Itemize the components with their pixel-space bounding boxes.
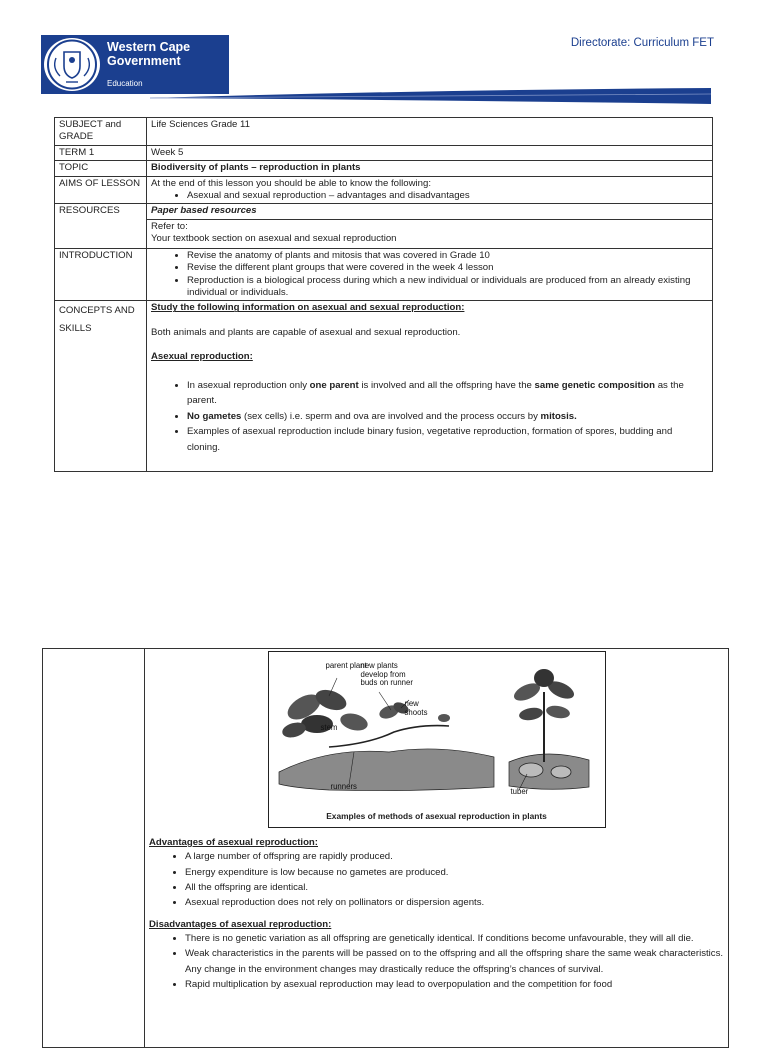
- topic-label: TOPIC: [55, 161, 147, 176]
- label-new-plants: new plants develop from buds on runner: [360, 661, 413, 688]
- topic-text: Biodiversity of plants – reproduction in plants: [151, 162, 361, 174]
- row-resources: [55, 204, 713, 219]
- bold-span: same genetic composition: [534, 379, 656, 391]
- row-term: [55, 145, 713, 160]
- disadvantages-list: [149, 931, 724, 992]
- asexual-list: [151, 378, 708, 456]
- asexual-heading: [151, 351, 708, 363]
- list-item: • Asexual and sexual reproduction – advantages and disadvantages: [187, 190, 708, 202]
- bold-span: one parent: [309, 379, 359, 391]
- bold-span: No gametes: [187, 410, 242, 422]
- list-item: • All the offspring are identical.: [185, 880, 724, 895]
- asexual-figure: [268, 651, 606, 828]
- advantages-list: [149, 849, 724, 910]
- concepts-label: CONCEPTS AND SKILLS: [55, 301, 147, 472]
- aims-value: [147, 176, 713, 204]
- concepts-value: [147, 301, 713, 472]
- aims-list: [151, 190, 708, 202]
- logo-line-1: Western Cape: [107, 40, 191, 54]
- disadvantages-heading-text: Disadvantages of asexual reproduction:: [149, 918, 332, 930]
- advantages-heading: [149, 837, 724, 849]
- logo-line-2: Government: [107, 54, 181, 68]
- list-item: • Reproduction is a biological process during which a new individual or individuals are produced from an already existing individual or individuals.: [187, 275, 708, 300]
- list-item: • Rapid multiplication by asexual reproduction may lead to overpopulation and the competition for food: [185, 977, 724, 992]
- resources-value: [147, 204, 713, 219]
- label-new-shoots: new shoots: [404, 699, 428, 717]
- label-parent-plant: parent plant: [325, 661, 367, 670]
- list-item: • Asexual reproduction does not rely on pollinators or dispersion agents.: [185, 895, 724, 910]
- disadvantages-heading: [149, 919, 724, 931]
- aims-label: AIMS OF LESSON: [55, 176, 147, 204]
- empty-label-cell: [43, 649, 145, 1048]
- refer-detail: Your textbook section on asexual and sexual reproduction: [151, 233, 397, 245]
- text-span: (sex cells) i.e. sperm and ova are involved and the process occurs by: [241, 410, 541, 422]
- term-label: TERM 1: [55, 145, 147, 160]
- row-concepts: [55, 301, 713, 472]
- list-item: • Examples of asexual reproduction include binary fusion, vegetative reproduction, formation of spores, budding and cloning.: [187, 424, 708, 455]
- content-row: [43, 649, 729, 1048]
- topic-value: [147, 161, 713, 176]
- study-heading-text: Study the following information on asexual and sexual reproduction:: [151, 302, 465, 314]
- intro-label: INTRODUCTION: [55, 248, 147, 301]
- figure-caption: Examples of methods of asexual reproduction in plants: [326, 810, 547, 821]
- list-item: • Revise the different plant groups that were covered in the week 4 lesson: [187, 262, 708, 274]
- advantages-heading-text: Advantages of asexual reproduction:: [149, 837, 318, 848]
- logo-title: [107, 40, 190, 68]
- label-stem: stem: [320, 723, 338, 732]
- content-table: [42, 648, 729, 1048]
- directorate-label: Directorate: Curriculum FET: [570, 37, 714, 49]
- list-item: • There is no genetic variation as all offspring are genetically identical. If conditions become unfavourable, they will all die.: [185, 931, 724, 946]
- list-item: • Energy expenditure is low because no gametes are produced.: [185, 865, 724, 880]
- aims-intro: At the end of this lesson you should be able to know the following:: [151, 177, 431, 189]
- header-swoosh: [0, 86, 768, 108]
- refer-cell: [147, 219, 713, 248]
- content-cell: [145, 649, 729, 1048]
- subject-value: Life Sciences Grade 11: [147, 118, 713, 146]
- text-span: In asexual reproduction only: [187, 379, 310, 391]
- row-introduction: [55, 248, 713, 301]
- both-text: Both animals and plants are capable of asexual and sexual reproduction.: [151, 326, 461, 338]
- term-value: Week 5: [147, 145, 713, 160]
- plant-illustration: [269, 652, 605, 827]
- intro-list: [151, 250, 708, 300]
- label-runners: runners: [330, 782, 357, 791]
- label-tuber: tuber: [510, 787, 529, 796]
- list-item: [187, 378, 708, 409]
- asexual-heading-text: Asexual reproduction:: [151, 351, 253, 363]
- list-item: • A large number of offspring are rapidly produced.: [185, 849, 724, 864]
- row-aims: [55, 176, 713, 204]
- list-item: • Weak characteristics in the parents will be passed on to the offspring and all the offspring share the same weak characteristics. Any change in the environment changes may drastically reduce the offspring’s chances of survival.: [185, 946, 724, 977]
- resources-label: RESOURCES: [55, 204, 147, 248]
- lesson-table: [54, 117, 713, 472]
- refer-to: Refer to:: [151, 220, 188, 232]
- resources-text: Paper based resources: [151, 205, 257, 217]
- list-item: [187, 409, 708, 425]
- row-topic: [55, 161, 713, 176]
- subject-label: SUBJECT and GRADE: [55, 118, 147, 146]
- logo-subtitle: Education: [107, 79, 143, 88]
- text-span: as the parent.: [187, 379, 684, 407]
- list-item: • Revise the anatomy of plants and mitosis that was covered in Grade 10: [187, 250, 708, 262]
- text-span: is involved and all the offspring have the: [358, 379, 535, 391]
- row-subject: [55, 118, 713, 146]
- bold-span: mitosis.: [540, 410, 577, 422]
- row-refer: [55, 219, 713, 248]
- coat-of-arms-icon: [44, 38, 100, 91]
- study-heading: [151, 302, 708, 314]
- intro-value: [147, 248, 713, 301]
